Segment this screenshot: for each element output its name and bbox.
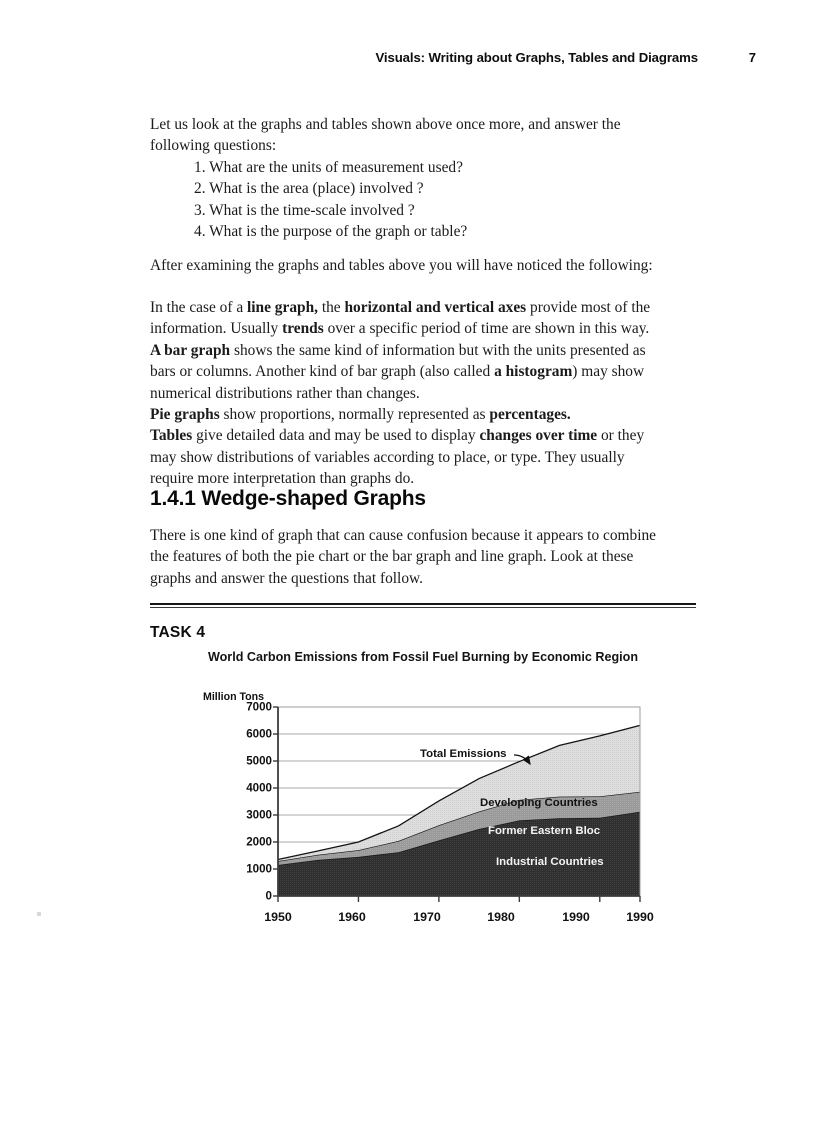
intro-block [150,114,670,242]
text-run: over a specific period of time are shown in this way. [323,320,650,338]
list-item: 2. What is the area (place) involved ? [194,180,424,198]
list-item: 3. What is the time-scale involved ? [194,201,415,219]
term-bar-graph: A bar graph [150,341,231,359]
page-title: 1.4.1 Wedge-shaped Graphs [150,487,426,510]
x-tick-label: 1990 [626,910,654,924]
term-percentages: percentages. [489,406,571,424]
bar-graph-paragraph [150,340,670,404]
y-axis-label: Million Tons [203,691,265,703]
chart-area [150,700,696,945]
y-tick-label: 4000 [246,781,272,795]
line-graph-paragraph [150,297,670,340]
scan-artifact [37,912,41,916]
term-axes: horizontal and vertical axes [344,299,527,316]
series-label-developing-countries: Developing Countries [480,797,598,809]
term-histogram: a histogram [494,363,573,381]
running-header-title: Visuals: Writing about Graphs, Tables and Diagrams [375,50,698,65]
annotation-total-emissions: Total Emissions [420,748,507,760]
tables-paragraph [150,425,670,489]
y-tick-label: 2000 [246,835,272,849]
y-tick-label: 6000 [246,727,272,741]
text-run: the [317,299,345,316]
y-tick-label: 0 [265,889,272,903]
intro-paragraph: Let us look at the graphs and tables shown above once more, and answer the following questions: [150,116,621,155]
x-tick-label: 1960 [338,910,366,924]
text-run: shows the same kind of information but with the units presented as bars or columns. Another kind of bar graph (also called [150,341,646,381]
term-pie-graphs: Pie graphs [150,406,220,424]
x-tick-label: 1980 [487,910,515,924]
y-tick-label: 5000 [246,754,272,768]
question-list [150,157,670,243]
x-tick-label: 1950 [264,910,292,924]
series-label-industrial-countries: Industrial Countries [496,856,604,868]
after-examining-paragraph: After examining the graphs and tables above you will have noticed the following: [150,257,653,274]
y-tick-label: 1000 [246,862,272,876]
text-run: In the case of a [150,299,247,316]
chart-title: World Carbon Emissions from Fossil Fuel Burning by Economic Region [207,650,639,664]
text-run: provide most of the information. Usually [150,299,651,338]
y-tick-label: 7000 [246,700,272,714]
list-item: 4. What is the purpose of the graph or table? [194,223,468,241]
x-axis-ticks [150,910,696,940]
section-paragraph-block [150,525,670,589]
text-run: show proportions, normally represented as [219,406,490,424]
after-examining-block [150,255,670,276]
section-paragraph: There is one kind of graph that can cause confusion because it appears to combine the features of both the pie chart or the bar graph and line graph. Look at these graphs and answer the questions that follow. [150,527,656,587]
y-tick-label: 3000 [246,808,272,822]
x-tick-label: 1970 [413,910,441,924]
figure-wedge-graph [150,640,696,945]
running-header [150,50,756,65]
task-label: TASK 4 [150,624,206,641]
text-run: or they may show distributions of variables according to place, or type. They usually require more interpretation than graphs do. [150,427,645,488]
page-number: 7 [748,50,756,65]
divider [150,603,696,608]
stacked-area-plot [150,700,696,945]
explanation-block [150,297,670,490]
text-run: give detailed data and may be used to display [192,427,480,445]
section-heading-block [150,487,670,511]
term-line-graph: line graph, [247,299,318,316]
series-label-former-eastern-bloc: Former Eastern Bloc [488,825,601,837]
x-tick-label: 1990 [562,910,590,924]
term-tables: Tables [150,427,193,445]
divider-rule-thin [150,607,696,608]
term-trends: trends [282,320,324,338]
pie-graph-paragraph [150,404,670,425]
term-changes-over-time: changes over time [479,427,598,445]
text-run: ) may show numerical distributions rather than changes. [150,363,645,402]
list-item: 1. What are the units of measurement used? [194,158,463,176]
